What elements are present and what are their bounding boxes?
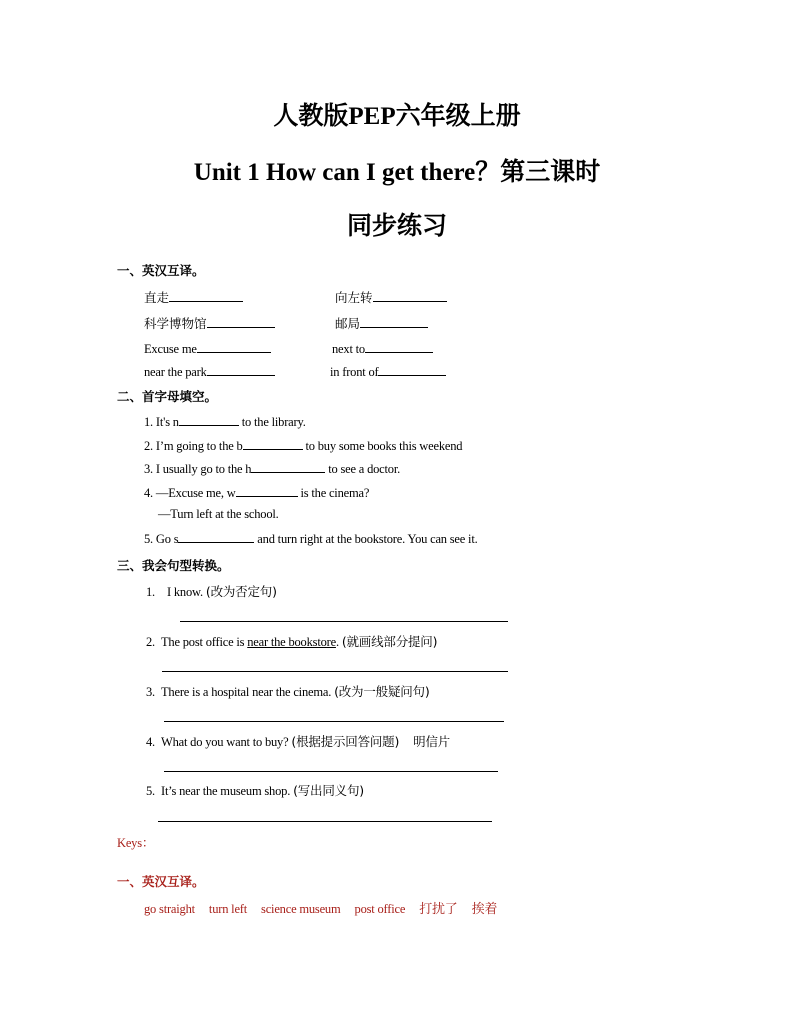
s3-question-2 — [146, 632, 437, 650]
s3-q2-underlined: near the bookstore — [247, 635, 336, 649]
s3-q3-num: 3. — [146, 685, 155, 699]
s1-item-5-text: Excuse me — [144, 342, 197, 356]
key-answer-2: turn left — [208, 902, 248, 916]
s1-item-6-text: next to — [332, 342, 365, 356]
s3-q4-hint: 明信片 — [413, 734, 451, 749]
section-3-heading: 三、我会句型转换。 — [117, 558, 230, 573]
s1-item-3-blank[interactable] — [207, 315, 275, 328]
s2-q4-post: is the cinema? — [297, 486, 370, 500]
s3-question-1 — [146, 582, 277, 600]
s2-q5-pre: 5. Go s — [144, 532, 179, 546]
s1-item-4-text: 邮局 — [335, 316, 361, 331]
s3-q3-text: There is a hospital near the cinema. — [160, 685, 332, 699]
s1-item-8-blank[interactable] — [378, 363, 446, 376]
s2-q4-answer: —Turn left at the school. — [158, 507, 279, 521]
s1-item-3 — [144, 314, 275, 332]
s1-item-5-blank[interactable] — [197, 340, 271, 353]
s2-q2-blank[interactable] — [243, 437, 303, 450]
s1-item-1-blank[interactable] — [169, 289, 243, 302]
s2-question-5 — [144, 530, 478, 547]
s3-q5-answer-line[interactable] — [158, 821, 492, 822]
title-line-2: Unit 1 How can I get there？第三课时 — [193, 159, 601, 186]
s3-q4-num: 4. — [146, 735, 155, 749]
s3-q2-num: 2. — [146, 635, 155, 649]
s3-q5-note: (写出同义句) — [293, 783, 364, 798]
s1-item-1 — [144, 288, 243, 306]
key-answer-1: go straight — [144, 902, 195, 916]
s2-question-1 — [144, 413, 306, 430]
title-line-3: 同步练习 — [346, 211, 447, 240]
s3-q4-answer-line[interactable] — [164, 771, 498, 772]
key-answer-6: 挨着 — [471, 902, 498, 917]
s2-q5-blank[interactable] — [178, 530, 254, 543]
s1-item-7-text: near the park — [144, 365, 207, 379]
s3-question-4 — [146, 732, 450, 750]
s1-item-2-blank[interactable] — [373, 289, 447, 302]
s3-q1-answer-line[interactable] — [180, 621, 508, 622]
s2-q1-pre: 1. It's n — [144, 415, 179, 429]
s1-item-6 — [332, 340, 433, 357]
s1-item-7 — [144, 363, 275, 380]
s1-item-5 — [144, 340, 271, 357]
s2-q3-blank[interactable] — [251, 460, 325, 473]
key-answer-5: 打扰了 — [419, 902, 458, 917]
s2-q3-pre: 3. I usually go to the h — [144, 462, 252, 476]
s2-q3-post: to see a doctor. — [325, 462, 401, 476]
s1-item-8-text: in front of — [330, 365, 379, 379]
s1-item-3-text: 科学博物馆 — [144, 316, 207, 331]
s1-item-2-text: 向左转 — [335, 290, 373, 305]
title-line-1: 人教版PEP六年级上册 — [273, 103, 521, 130]
s3-q5-text: It’s near the museum shop. — [160, 784, 291, 798]
s1-item-1-text: 直走 — [144, 290, 170, 305]
s1-item-4 — [335, 314, 428, 332]
s3-q1-note: (改为否定句) — [205, 584, 277, 599]
s3-q2-note: (就画线部分提问) — [341, 634, 438, 649]
keys-answers — [144, 898, 497, 917]
s3-q2-pre: The post office is — [160, 635, 248, 649]
s2-q2-post: to buy some books this weekend — [302, 439, 463, 453]
s2-question-4 — [144, 484, 369, 501]
s3-q2-post: . — [335, 635, 339, 649]
s3-q4-note: (根据提示回答问题) — [291, 734, 400, 749]
s2-q5-post: and turn right at the bookstore. You can see it. — [254, 532, 478, 546]
s1-item-2 — [335, 288, 447, 306]
s1-item-6-blank[interactable] — [365, 340, 433, 353]
s2-q2-pre: 2. I’m going to the b — [144, 439, 243, 453]
section-2-heading: 二、首字母填空。 — [117, 389, 218, 404]
s3-q2-answer-line[interactable] — [162, 671, 508, 672]
s2-q1-blank[interactable] — [179, 413, 239, 426]
s3-question-3 — [146, 682, 430, 700]
keys-heading: 一、英汉互译。 — [117, 874, 205, 889]
s3-q1-text: I know. — [166, 585, 203, 599]
s2-question-3 — [144, 460, 400, 477]
s3-q5-num: 5. — [146, 784, 155, 798]
s1-item-7-blank[interactable] — [207, 363, 275, 376]
s3-q3-note: (改为一般疑问句) — [334, 684, 430, 699]
s3-q3-answer-line[interactable] — [164, 721, 504, 722]
section-1-heading: 一、英汉互译。 — [117, 263, 205, 278]
s1-item-4-blank[interactable] — [360, 315, 428, 328]
s3-q4-text: What do you want to buy? — [160, 735, 289, 749]
s2-q4-blank[interactable] — [236, 484, 298, 497]
s3-q1-num: 1. — [146, 585, 155, 599]
key-answer-4: post office — [354, 902, 406, 916]
s2-question-2 — [144, 437, 462, 454]
s2-q1-post: to the library. — [238, 415, 306, 429]
keys-label: Keys： — [117, 836, 155, 850]
s2-q4-pre: 4. —Excuse me, w — [144, 486, 236, 500]
key-answer-3: science museum — [261, 902, 341, 916]
s1-item-8 — [330, 363, 446, 380]
s3-question-5 — [146, 781, 364, 799]
